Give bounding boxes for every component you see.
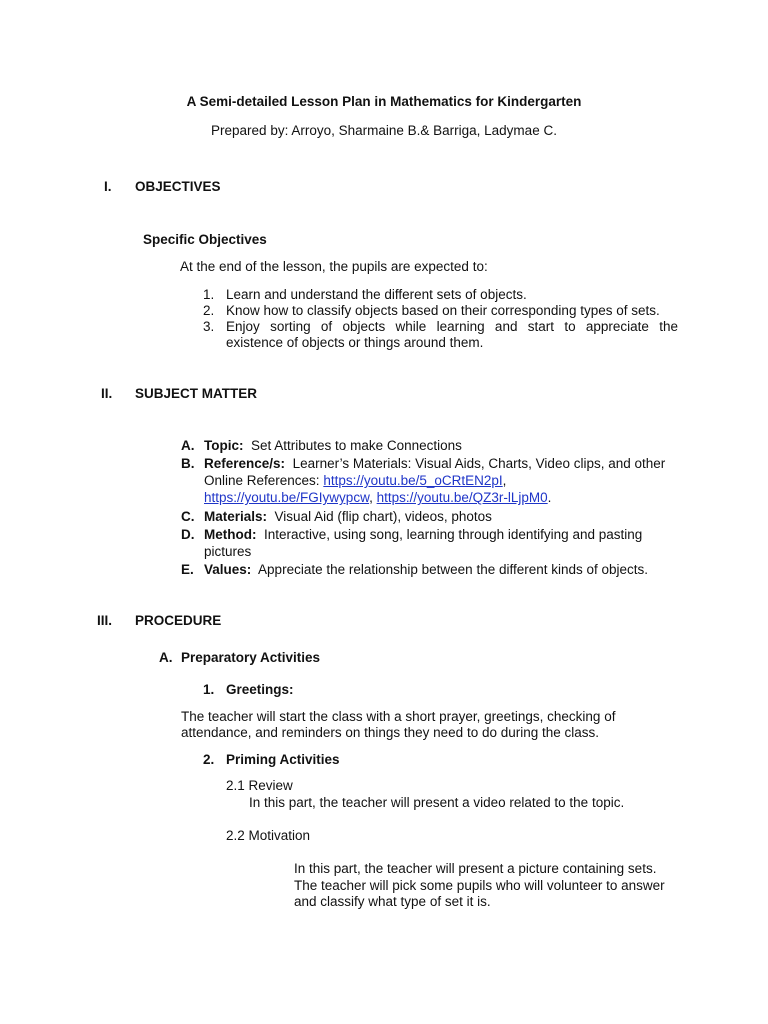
values-row [204, 561, 648, 578]
topic-row [204, 437, 462, 454]
reference-row-1 [204, 455, 665, 472]
reference-link-2[interactable]: https://youtu.be/FGIywypcw [204, 490, 370, 505]
topic-letter: A. [181, 438, 195, 453]
reference-end: . [547, 490, 552, 505]
method-row [204, 526, 642, 543]
greetings-text-1: The teacher will start the class with a short prayer, greetings, checking of [181, 709, 616, 724]
preparatory-activities-heading: Preparatory Activities [181, 650, 321, 665]
reference-label: Reference/s: [204, 456, 286, 471]
objective-text-2: Know how to classify objects based on their corresponding types of sets. [226, 303, 660, 318]
method-text-1: Interactive, using song, learning through identifying and pasting [264, 527, 643, 542]
priming-heading: Priming Activities [226, 752, 340, 767]
reference-link-3[interactable]: https://youtu.be/QZ3r-lLjpM0 [376, 490, 548, 505]
specific-objectives-heading: Specific Objectives [143, 232, 267, 247]
section-number-2: II. [101, 386, 113, 401]
reference-row-3 [204, 489, 551, 506]
materials-text: Visual Aid (flip chart), videos, photos [274, 509, 492, 524]
reference-link-1[interactable]: https://youtu.be/5_oCRtEN2pI [323, 473, 503, 488]
objective-text-3-line2: existence of objects or things around them. [226, 335, 484, 350]
objective-num-3: 3. [203, 319, 215, 334]
materials-label: Materials: [204, 509, 268, 524]
materials-letter: C. [181, 509, 195, 524]
motivation-label: 2.2 Motivation [226, 828, 311, 843]
values-text: Appreciate the relationship between the different kinds of objects. [258, 562, 649, 577]
motivation-text-2: The teacher will pick some pupils who will volunteer to answer [294, 878, 665, 893]
document-title: A Semi-detailed Lesson Plan in Mathematics for Kindergarten [186, 94, 582, 109]
values-letter: E. [181, 562, 194, 577]
method-text-2: pictures [204, 544, 252, 559]
preparatory-letter: A. [159, 650, 173, 665]
section-heading-subject-matter: SUBJECT MATTER [135, 386, 258, 401]
motivation-text-1: In this part, the teacher will present a picture containing sets. [294, 861, 657, 876]
reference-sep-2: , [369, 490, 377, 505]
section-heading-objectives: OBJECTIVES [135, 179, 221, 194]
objectives-intro: At the end of the lesson, the pupils are expected to: [180, 259, 488, 274]
section-number-1: I. [104, 179, 112, 194]
objective-text-3-line1: Enjoy sorting of objects while learning and start to appreciate the [226, 319, 678, 334]
review-text: In this part, the teacher will present a video related to the topic. [249, 795, 625, 810]
topic-label: Topic: [204, 438, 244, 453]
section-number-3: III. [97, 613, 113, 628]
objective-num-2: 2. [203, 303, 215, 318]
priming-num: 2. [203, 752, 215, 767]
objective-text-1: Learn and understand the different sets of objects. [226, 287, 527, 302]
reference-sep-1: , [502, 473, 507, 488]
reference-text-1: Learner’s Materials: Visual Aids, Charts, Video clips, and other [292, 456, 666, 471]
method-letter: D. [181, 527, 195, 542]
prepared-by: Prepared by: Arroyo, Sharmaine B.& Barriga, Ladymae C. [211, 123, 557, 138]
objective-num-1: 1. [203, 287, 215, 302]
greetings-num: 1. [203, 682, 215, 697]
values-label: Values: [204, 562, 252, 577]
method-label: Method: [204, 527, 257, 542]
materials-row [204, 508, 492, 525]
topic-text: Set Attributes to make Connections [251, 438, 462, 453]
section-heading-procedure: PROCEDURE [135, 613, 222, 628]
reference-row-2 [204, 472, 506, 489]
reference-text-2: Online References: [204, 473, 324, 488]
review-label: 2.1 Review [226, 778, 293, 793]
greetings-text-2: attendance, and reminders on things they need to do during the class. [181, 725, 600, 740]
motivation-text-3: and classify what type of set it is. [294, 894, 491, 909]
greetings-heading: Greetings: [226, 682, 294, 697]
reference-letter: B. [181, 456, 195, 471]
